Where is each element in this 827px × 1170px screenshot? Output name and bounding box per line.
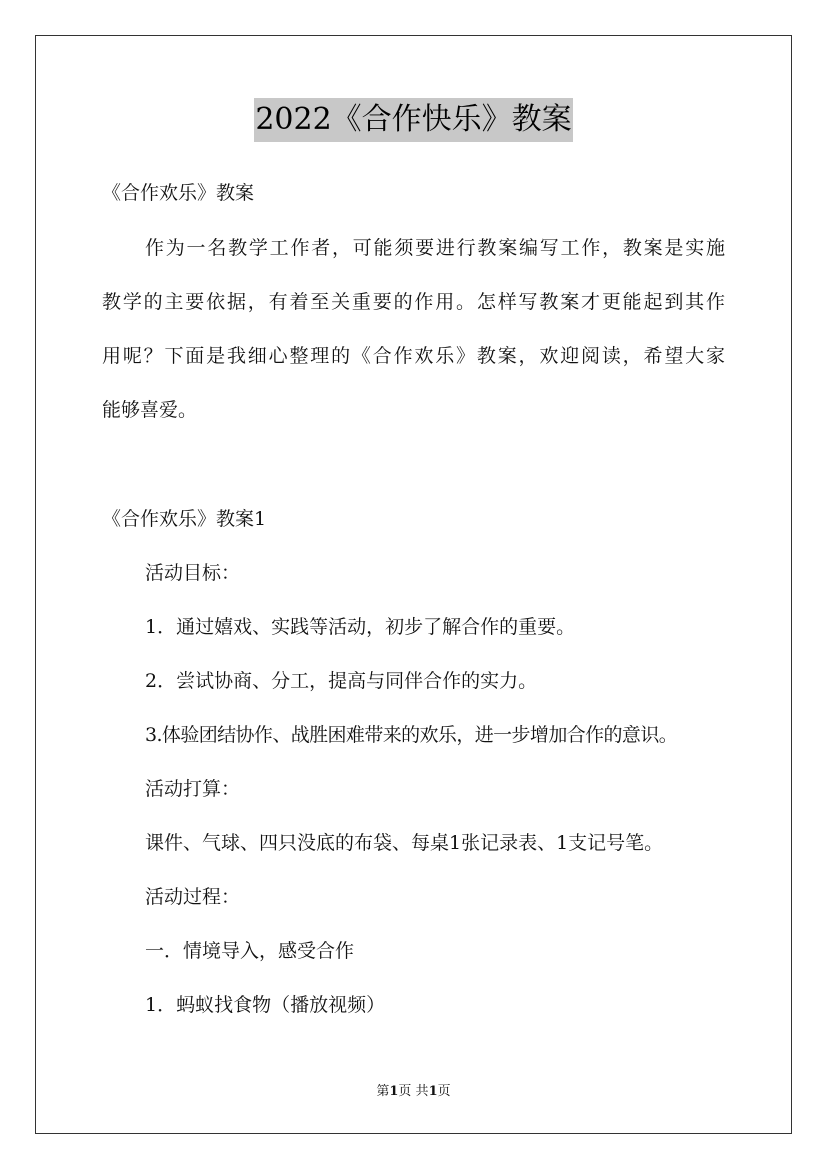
process-step-one-item: 1．蚂蚁找食物（播放视频） <box>145 994 386 1016</box>
intro-line-4: 能够喜爱。 <box>102 399 198 421</box>
footer-page-suffix: 页 <box>437 1084 451 1099</box>
goal-item-2: 2．尝试协商、分工，提高与同伴合作的实力。 <box>145 670 538 692</box>
goal-item-3: 3.体验团结协作、战胜困难带来的欢乐，进一步增加合作的意识。 <box>145 724 678 746</box>
process-label: 活动过程： <box>145 886 241 908</box>
section-heading: 《合作欢乐》教案1 <box>102 508 267 530</box>
title-container <box>0 98 827 142</box>
goal-item-1: 1．通过嬉戏、实践等活动，初步了解合作的重要。 <box>145 616 576 638</box>
document-title: 2022《合作快乐》教案 <box>254 98 572 142</box>
intro-line-3: 用呢？下面是我细心整理的《合作欢乐》教案，欢迎阅读，希望大家 <box>102 345 725 367</box>
document-subtitle: 《合作欢乐》教案 <box>102 182 255 204</box>
footer-page-current: 1 <box>389 1084 399 1099</box>
prep-label: 活动打算： <box>145 778 241 800</box>
page-footer <box>0 1084 827 1100</box>
footer-page-total: 1 <box>428 1084 438 1099</box>
process-step-one: 一．情境导入，感受合作 <box>145 940 355 962</box>
goals-label: 活动目标： <box>145 562 241 584</box>
intro-line-1: 作为一名教学工作者，可能须要进行教案编写工作，教案是实施 <box>145 237 725 259</box>
footer-page-mid: 页 共 <box>398 1084 429 1099</box>
prep-text: 课件、气球、四只没底的布袋、每桌1张记录表、1支记号笔。 <box>145 832 664 854</box>
intro-line-2: 教学的主要依据，有着至关重要的作用。怎样写教案才更能起到其作 <box>102 291 725 313</box>
footer-page-prefix: 第 <box>376 1084 390 1099</box>
